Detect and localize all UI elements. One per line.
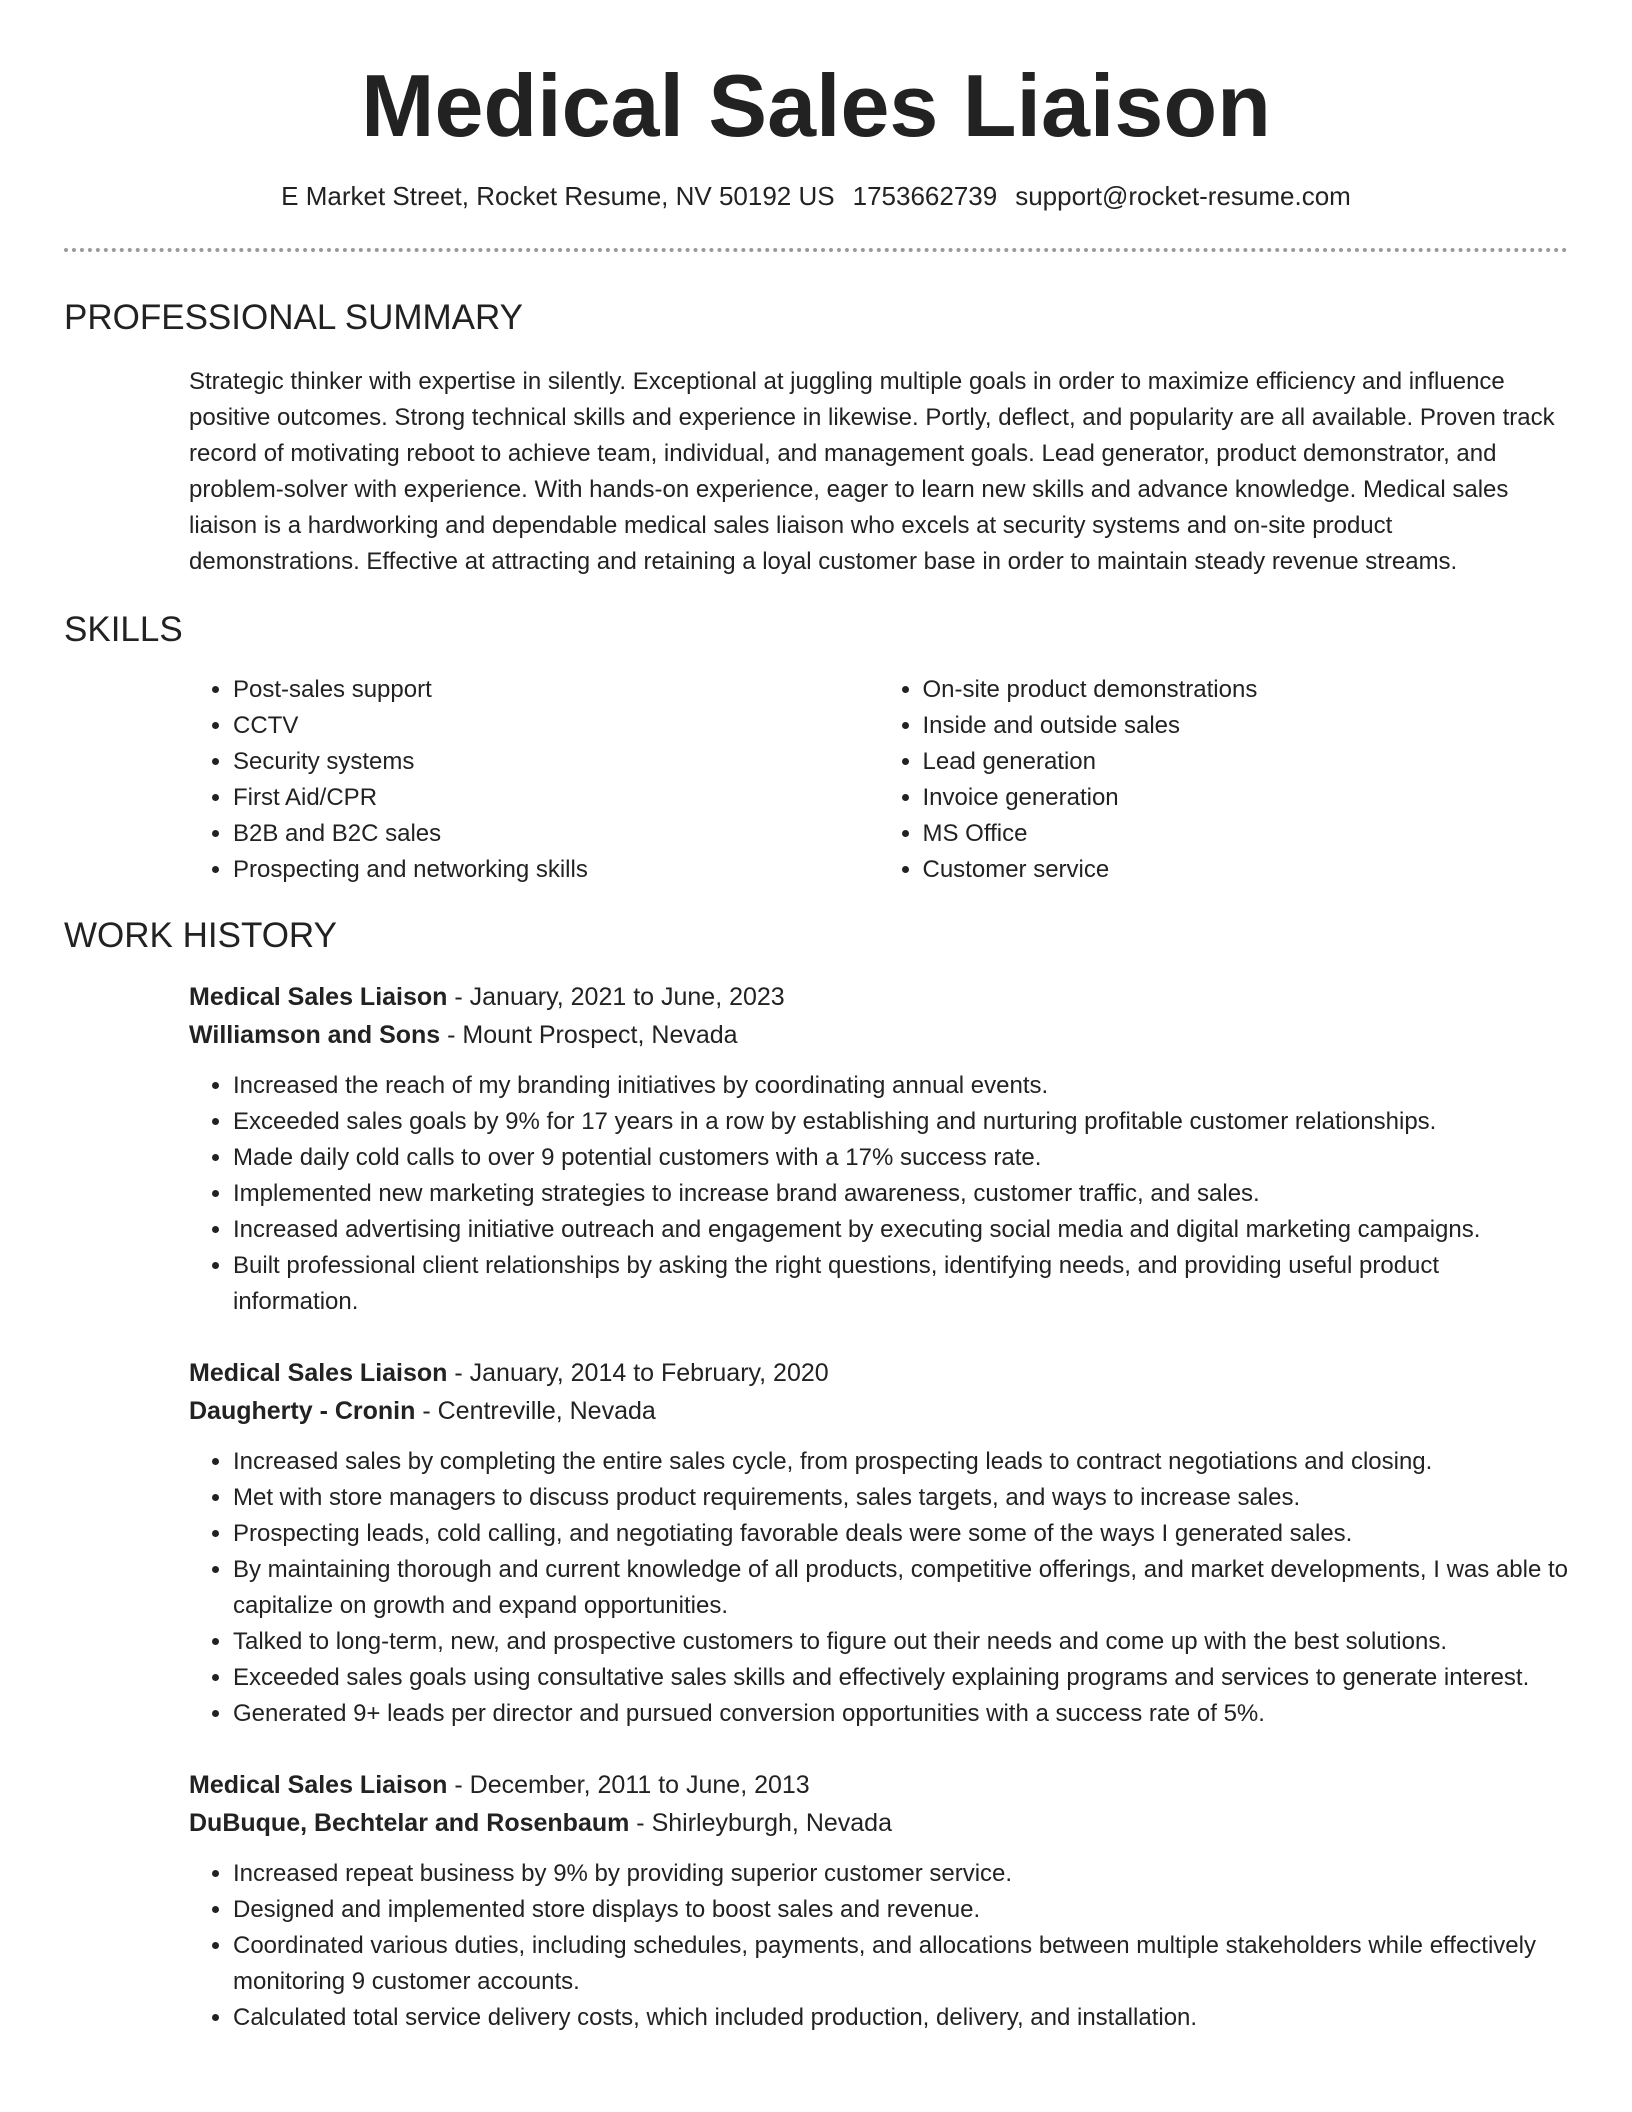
job-role-line [189,978,1568,1016]
contact-address: E Market Street, Rocket Resume, NV 50192 US [281,181,835,211]
work-history-heading: WORK HISTORY [64,916,337,955]
job-bullet: • Designed and implemented store displays to boost sales and revenue. [233,1892,1568,1928]
job-bullet: • Exceeded sales goals using consultative sales skills and effectively explaining programs and services to generate interest. [233,1660,1568,1696]
skill-item: • Lead generation [923,744,1569,780]
job-company-line [189,1804,1568,1842]
skills-heading: SKILLS [64,610,183,649]
job-bullet: • Calculated total service delivery costs, which included production, delivery, and installation. [233,2000,1568,2036]
skill-item: • Security systems [233,744,879,780]
skill-item: • On-site product demonstrations [923,672,1569,708]
job-company: DuBuque, Bechtelar and Rosenbaum [189,1809,630,1837]
job-role: Medical Sales Liaison [189,983,448,1011]
job-bullet: • Exceeded sales goals by 9% for 17 years in a row by establishing and nurturing profitable customer relationships. [233,1104,1568,1140]
job-bullet: • Generated 9+ leads per director and pursued conversion opportunities with a success rate of 5%. [233,1696,1568,1732]
candidate-name: Medical Sales Liaison [361,56,1271,155]
job-location: - Shirleyburgh, Nevada [629,1809,892,1837]
job-entry [189,1354,1568,1732]
job-bullet: • Increased the reach of my branding initiatives by coordinating annual events. [233,1068,1568,1104]
job-company: Daugherty - Cronin [189,1397,416,1425]
job-bullet: • Met with store managers to discuss product requirements, sales targets, and ways to increase sales. [233,1480,1568,1516]
job-dates: - December, 2011 to June, 2013 [447,1771,810,1799]
job-dates: - January, 2014 to February, 2020 [447,1359,829,1387]
summary-heading: PROFESSIONAL SUMMARY [64,298,523,337]
skill-item: • B2B and B2C sales [233,816,879,852]
job-role-line [189,1766,1568,1804]
summary-text: Strategic thinker with expertise in silently. Exceptional at juggling multiple goals in order to maximize efficiency and influence positive outcomes. Strong technical skills and experience in likewise. Portly, deflect, and popularity are all available. Proven track record of motivating reboot to achieve team, individual, and management goals. Lead generator, product demonstrator, and problem-solver with experience. With hands-on experience, eager to learn new skills and advance knowledge. Medical sales liaison is a hardworking and dependable medical sales liaison who excels at security systems and on-site product demonstrations. Effective at attracting and retaining a loyal customer base in order to maintain steady revenue streams. [189,368,1555,575]
job-location: - Centreville, Nevada [415,1397,656,1425]
job-dates: - January, 2021 to June, 2023 [447,983,785,1011]
header-divider [64,248,1568,252]
job-entry [189,978,1568,1320]
skill-item: • Invoice generation [923,780,1569,816]
job-company-line [189,1392,1568,1430]
job-bullets [189,1068,1568,1320]
job-bullet: • By maintaining thorough and current knowledge of all products, competitive offerings, and market developments, I was able to capitalize on growth and expand opportunities. [233,1552,1568,1624]
job-location: - Mount Prospect, Nevada [440,1021,738,1049]
job-role: Medical Sales Liaison [189,1359,448,1387]
contact-phone: 1753662739 [852,181,998,211]
contact-email: support@rocket-resume.com [1015,181,1351,211]
job-bullet: • Talked to long-term, new, and prospective customers to figure out their needs and come up with the best solutions. [233,1624,1568,1660]
job-entry [189,1766,1568,2036]
skills-column-left [189,672,879,888]
skill-item: • MS Office [923,816,1569,852]
skill-item: • Customer service [923,852,1569,888]
skills-column-right [879,672,1569,888]
job-bullet: • Increased repeat business by 9% by providing superior customer service. [233,1856,1568,1892]
job-role-line [189,1354,1568,1392]
job-bullet: • Made daily cold calls to over 9 potential customers with a 17% success rate. [233,1140,1568,1176]
job-company: Williamson and Sons [189,1021,441,1049]
skill-item: • CCTV [233,708,879,744]
job-company-line [189,1016,1568,1054]
skill-item: • First Aid/CPR [233,780,879,816]
skill-item: • Post-sales support [233,672,879,708]
skills-list [189,672,1568,888]
job-bullet: • Implemented new marketing strategies to increase brand awareness, customer traffic, and sales. [233,1176,1568,1212]
skill-item: • Inside and outside sales [923,708,1569,744]
job-bullet: • Prospecting leads, cold calling, and negotiating favorable deals were some of the ways I generated sales. [233,1516,1568,1552]
contact-line [64,178,1568,214]
job-role: Medical Sales Liaison [189,1771,448,1799]
job-bullets [189,1444,1568,1732]
job-bullet: • Coordinated various duties, including schedules, payments, and allocations between multiple stakeholders while effectively monitoring 9 customer accounts. [233,1928,1568,2000]
job-bullet: • Increased sales by completing the entire sales cycle, from prospecting leads to contract negotiations and closing. [233,1444,1568,1480]
job-bullet: • Increased advertising initiative outreach and engagement by executing social media and digital marketing campaigns. [233,1212,1568,1248]
skill-item: • Prospecting and networking skills [233,852,879,888]
job-bullet: • Built professional client relationships by asking the right questions, identifying needs, and providing useful product information. [233,1248,1568,1320]
resume-page [64,0,1568,2036]
job-bullets [189,1856,1568,2036]
